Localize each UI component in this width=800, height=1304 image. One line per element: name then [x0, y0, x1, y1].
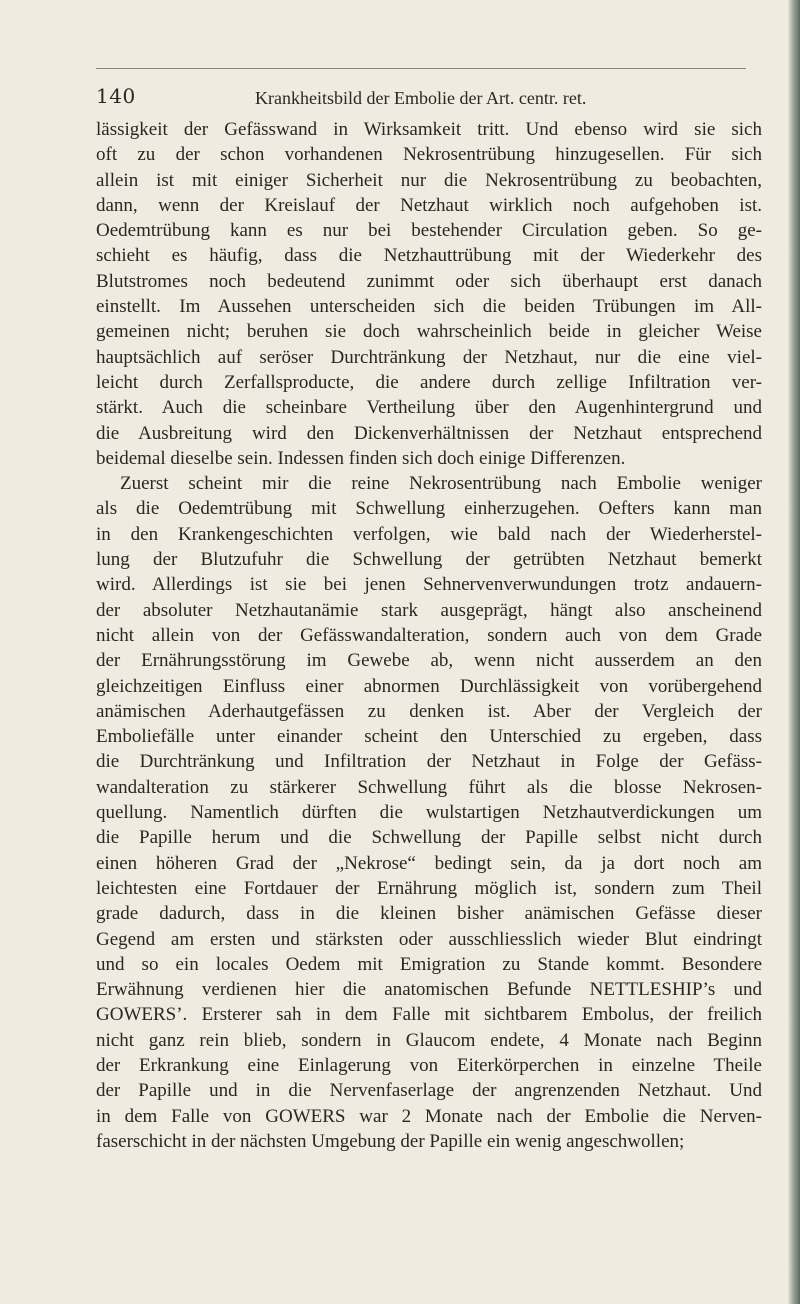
text-line: nicht allein von der Gefässwandalteration, sondern auch von dem Grade: [96, 624, 762, 646]
text-line: Zuerst scheint mir die reine Nekrosentrübung nach Embolie weniger: [120, 473, 762, 495]
text-line: oft zu der schon vorhandenen Nekrosentrübung hinzugesellen. Für sich: [96, 144, 762, 166]
text-line: Emboliefälle unter einander scheint den Unterschied zu ergeben, dass: [96, 726, 762, 748]
body-text: [96, 117, 762, 1154]
text-line: der Ernährungsstörung im Gewebe ab, wenn nicht ausserdem an den: [96, 650, 762, 672]
text-line: Gegend am ersten und stärksten oder ausschliesslich wieder Blut eindringt: [96, 928, 762, 950]
text-line: lung der Blutzufuhr die Schwellung der getrübten Netzhaut bemerkt: [96, 549, 762, 571]
text-line: anämischen Aderhautgefässen zu denken ist. Aber der Vergleich der: [96, 700, 762, 722]
page-edge: [788, 0, 800, 1304]
text-line: leichtesten eine Fortdauer der Ernährung möglich ist, sondern zum Theil: [96, 877, 762, 899]
text-line: beidemal dieselbe sein. Indessen finden sich doch einige Differenzen.: [96, 447, 626, 469]
text-line: dann, wenn der Kreislauf der Netzhaut wirklich noch aufgehoben ist.: [96, 194, 762, 216]
text-line: lässigkeit der Gefässwand in Wirksamkeit tritt. Und ebenso wird sie sich: [96, 119, 762, 140]
text-line: allein ist mit einiger Sicherheit nur die Nekrosentrübung zu beobachten,: [96, 169, 762, 191]
text-line: in den Krankengeschichten verfolgen, wie bald nach der Wiederherstel-: [96, 523, 762, 545]
text-line: einen höheren Grad der „Nekrose“ bedingt sein, da ja dort noch am: [96, 852, 762, 874]
page-number: 140: [96, 84, 136, 108]
text-line: die Ausbreitung wird den Dickenverhältnissen der Netzhaut entsprechend: [96, 422, 762, 444]
text-line: quellung. Namentlich dürften die wulstartigen Netzhautverdickungen um: [96, 802, 762, 824]
text-line: schieht es häufig, dass die Netzhauttrübung mit der Wiederkehr des: [96, 245, 762, 267]
text-line: Blutstromes noch bedeutend zunimmt oder sich überhaupt erst danach: [96, 270, 762, 292]
text-line: der absoluter Netzhautanämie stark ausgeprägt, hängt also anscheinend: [96, 599, 762, 621]
text-line: faserschicht in der nächsten Umgebung der Papille ein wenig angeschwollen;: [96, 1130, 685, 1152]
text-line: gemeinen nicht; beruhen sie doch wahrscheinlich beide in gleicher Weise: [96, 321, 762, 343]
text-line: als die Oedemtrübung mit Schwellung einherzugehen. Oefters kann man: [96, 498, 762, 520]
text-line: die Papille herum und die Schwellung der Papille selbst nicht durch: [96, 827, 762, 849]
text-line: grade dadurch, dass in die kleinen bisher anämischen Gefässe dieser: [96, 903, 762, 925]
text-line: GOWERS’. Ersterer sah in dem Falle mit sichtbarem Embolus, der freilich: [96, 1004, 762, 1026]
text-line: Erwähnung verdienen hier die anatomischen Befunde NETTLESHIP’s und: [96, 979, 762, 1001]
running-title: Krankheitsbild der Embolie der Art. centr. ret.: [255, 88, 587, 108]
text-line: stärkt. Auch die scheinbare Vertheilung über den Augenhintergrund und: [96, 397, 762, 419]
text-line: gleichzeitigen Einfluss einer abnormen Durchlässigkeit von vorübergehend: [96, 675, 762, 697]
text-line: einstellt. Im Aussehen unterscheiden sich die beiden Trübungen im All-: [96, 296, 762, 318]
text-line: Oedemtrübung kann es nur bei bestehender Circulation geben. So ge-: [96, 220, 762, 242]
text-line: leicht durch Zerfallsproducte, die andere durch zellige Infiltration ver-: [96, 371, 762, 393]
text-line: wird. Allerdings ist sie bei jenen Sehnervenverwundungen trotz andauern-: [96, 574, 762, 596]
text-line: in dem Falle von GOWERS war 2 Monate nach der Embolie die Nerven-: [96, 1105, 762, 1127]
text-line: und so ein locales Oedem mit Emigration zu Stande kommt. Besondere: [96, 953, 762, 975]
text-line: die Durchtränkung und Infiltration der Netzhaut in Folge der Gefäss-: [96, 751, 762, 773]
text-line: der Papille und in die Nervenfaserlage der angrenzenden Netzhaut. Und: [96, 1080, 762, 1102]
text-line: nicht ganz rein blieb, sondern in Glaucom endete, 4 Monate nach Beginn: [96, 1029, 762, 1051]
text-line: wandalteration zu stärkerer Schwellung führt als die blosse Nekrosen-: [96, 776, 762, 798]
text-line: hauptsächlich auf seröser Durchtränkung der Netzhaut, nur die eine viel-: [96, 346, 762, 368]
page-header: [96, 68, 756, 108]
text-line: der Erkrankung eine Einlagerung von Eiterkörperchen in einzelne Theile: [96, 1054, 762, 1076]
